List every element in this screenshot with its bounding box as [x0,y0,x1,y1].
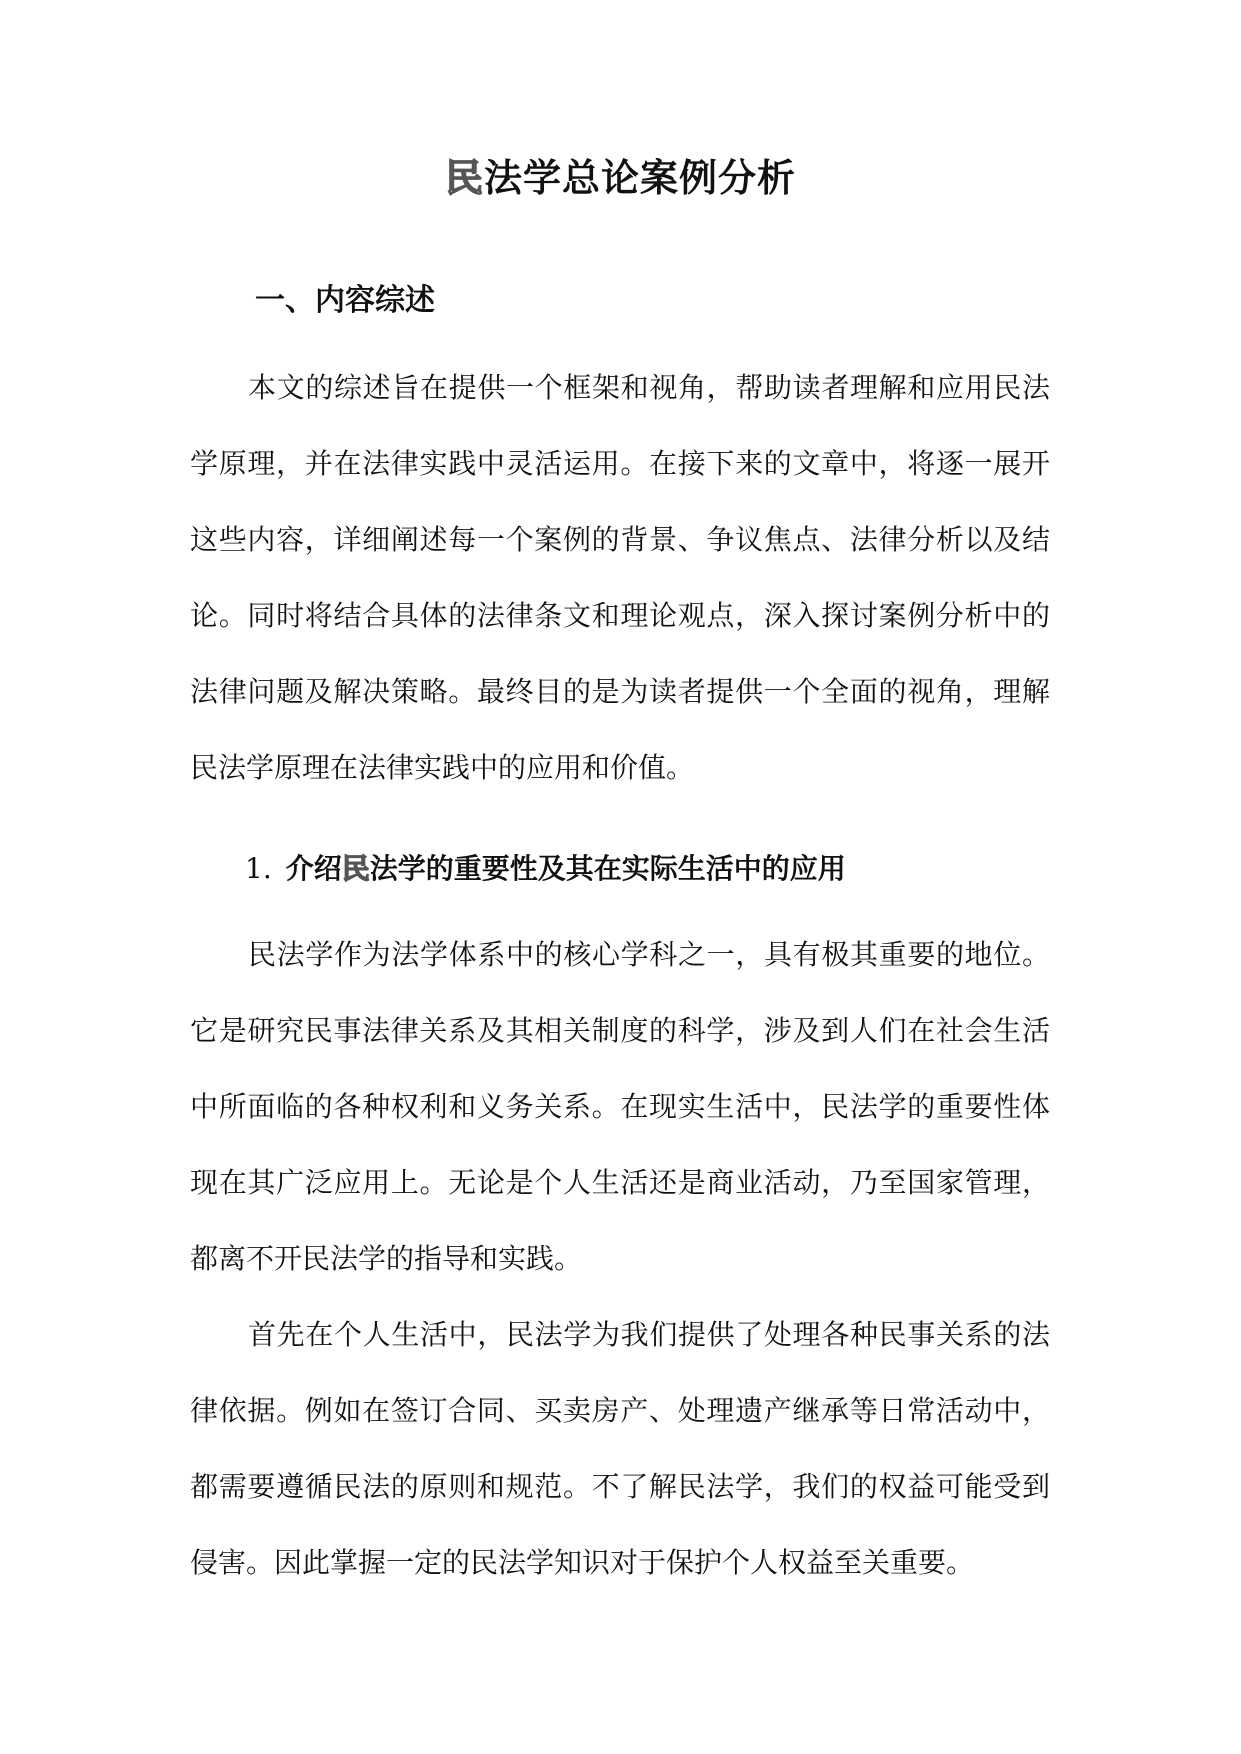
title-text: 法学总论案例分析 [484,156,797,200]
subsection-heading-prefix: 介绍 [285,852,342,885]
subsection-heading-text: 法学的重要性及其在实际生活中的应用 [369,852,846,885]
subsection-number: 1. [245,852,272,885]
body-paragraph: 首先在个人生活中，民法学为我们提供了处理各种民事关系的法律依据。例如在签订合同、买卖房产、处理遗产继承等日常活动中，都需要遵循民法的原则和规范。不了解民法学，我们的权益可能受到侵害。因此掌握一定的民法学知识对于保护个人权益至关重要。 [190,1318,1050,1579]
section-paragraph: 本文的综述旨在提供一个框架和视角，帮助读者理解和应用民法学原理，并在法律实践中灵活运用。在接下来的文章中，将逐一展开这些内容，详细阐述每一个案例的背景、争议焦点、法律分析以及结论。同时将结合具体的法律条文和理论观点，深入探讨案例分析中的法律问题及解决策略。最终目的是为读者提供一个全面的视角，理解民法学原理在法律实践中的应用和价值。 [190,371,1050,784]
body-paragraph: 民法学作为法学体系中的核心学科之一，具有极其重要的地位。它是研究民事法律关系及其相关制度的科学，涉及到人们在社会生活中所面临的各种权利和义务关系。在现实生活中，民法学的重要性体现在其广泛应用上。无论是个人生活还是商业活动，乃至国家管理，都离不开民法学的指导和实践。 [190,938,1050,1275]
page-title [0,148,1241,208]
subsection-outline-char: 民 [341,852,370,885]
section-heading: 一、内容综述 [255,283,435,318]
title-outline-char: 民 [444,156,484,200]
subsection-heading [245,844,846,894]
